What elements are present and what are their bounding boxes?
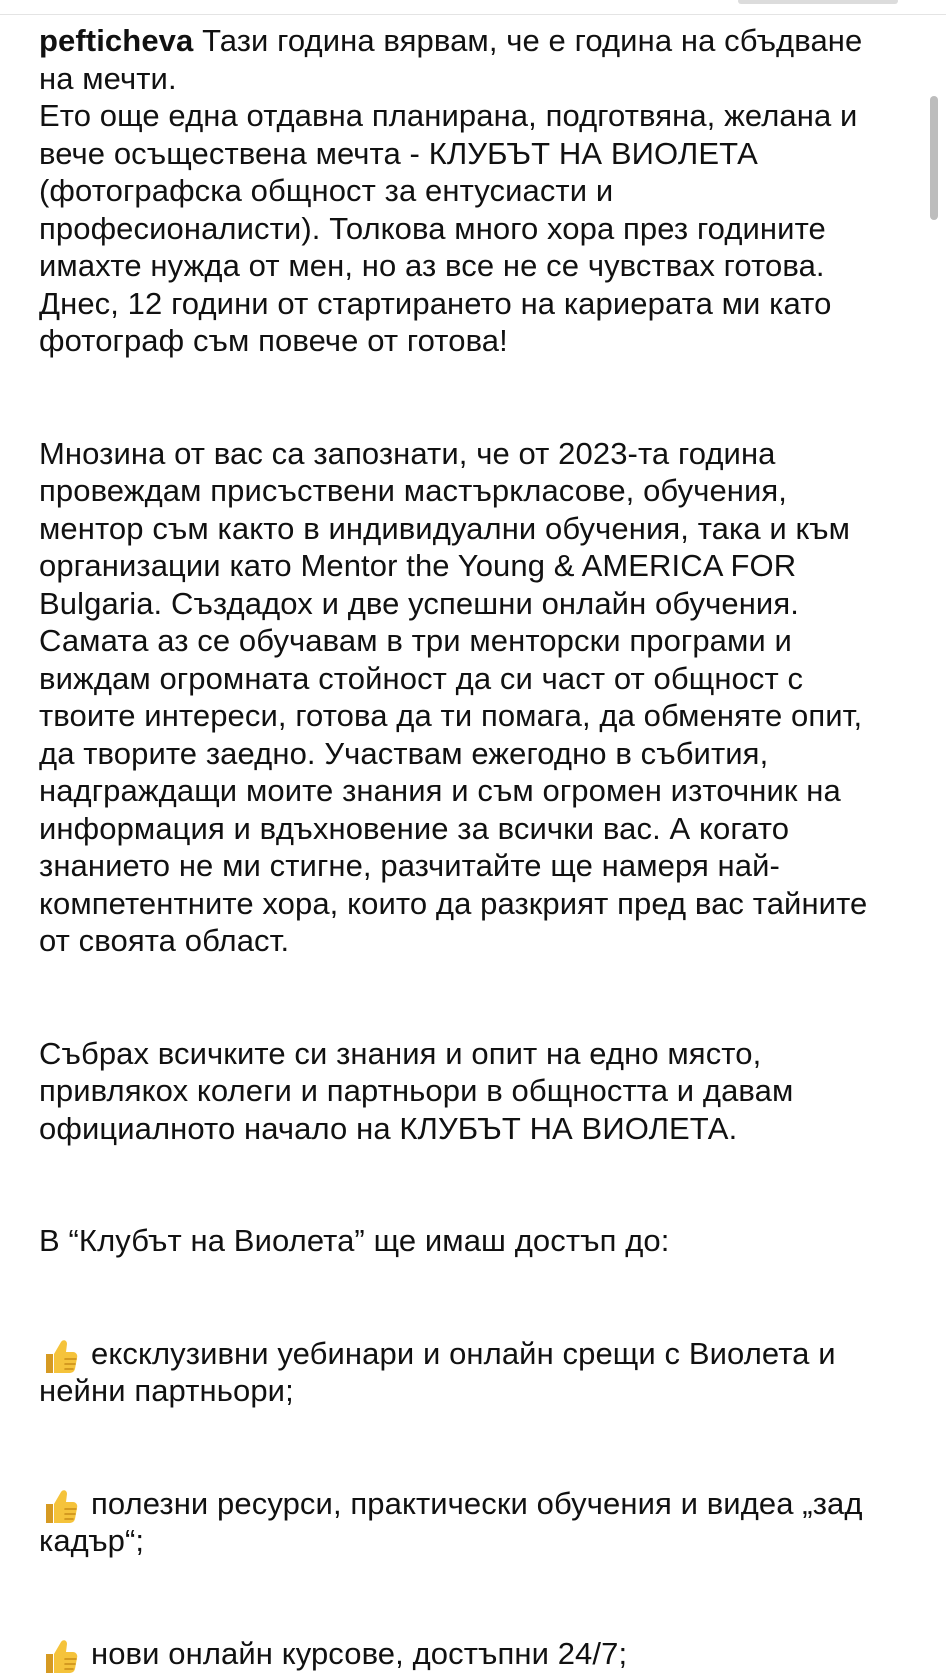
paragraph-gap — [39, 1597, 884, 1635]
caption-paragraph-1: Ето още една отдавна планирана, подготвяна, желана и вече осъществена мечта - КЛУБЪТ НА ВИОЛЕТА (фотографска общност за ентусиасти и професионалисти). Толкова много хора през годините имахте нужда от мен, но аз все не се чувствах готова. Днес, 12 години от стартирането на кариерата ми като фотограф съм повече от готова! — [39, 98, 858, 358]
caption-paragraph-2: Мнозина от вас са запознати, че от 2023-та година провеждам присъствени мастъркласове, обучения, ментор съм както в индивидуални обучения, така и към организации като Mentor the Young & AMERICA FOR Bulgaria. Създадох и две успешни онлайн обучения. Самата аз се обучавам в три менторски програми и виждам огромната стойност да си част от общност с твоите интереси, готова да ти помага, да обменяте опит, да творите заедно. Участвам ежегодно в събития, надграждащи моите знания и съм огромен източник на информация и вдъхновение за всички вас. А когато знанието не ми стигне, разчитайте ще намеря най-компетентните хора, които да разкрият пред вас тайните от своята област. — [39, 435, 868, 958]
benefit-text: ексклузивни уебинари и онлайн срещи с Виолета и нейни партньори; — [39, 1335, 836, 1408]
paragraph-gap — [39, 1410, 884, 1448]
paragraph-gap — [39, 397, 884, 435]
post-caption — [39, 22, 884, 1672]
paragraph-gap — [39, 1560, 884, 1598]
benefit-item — [39, 1635, 884, 1673]
caption-paragraph-4: В “Клубът на Виолета” ще имаш достъп до: — [39, 1223, 670, 1258]
paragraph-gap — [39, 960, 884, 998]
benefit-text: нови онлайн курсове, достъпни 24/7; — [91, 1635, 628, 1671]
thumbs-up-icon — [39, 1486, 79, 1520]
benefit-item — [39, 1335, 884, 1410]
paragraph-gap — [39, 1147, 884, 1185]
paragraph-gap — [39, 360, 884, 398]
thumbs-up-icon — [39, 1336, 79, 1370]
paragraph-gap — [39, 1260, 884, 1298]
username-link[interactable]: pefticheva — [39, 23, 194, 58]
thumbs-up-icon — [39, 1636, 79, 1670]
caption-lead-paragraph — [39, 22, 884, 97]
top-sheet-edge — [0, 0, 946, 15]
paragraph-gap — [39, 1447, 884, 1485]
paragraph-gap — [39, 997, 884, 1035]
paragraph-gap — [39, 1297, 884, 1335]
benefit-item — [39, 1485, 884, 1560]
scrollbar[interactable] — [930, 96, 938, 220]
caption-paragraph-3: Събрах всичките си знания и опит на едно място, привлякох колеги и партньори в общността и давам официалното начало на КЛУБЪТ НА ВИОЛЕТА. — [39, 1035, 794, 1146]
caption-lead-text: Тази година вярвам, че е година на сбъдване на мечти. — [39, 23, 863, 96]
benefit-text: полезни ресурси, практически обучения и видеа „зад кадър“; — [39, 1485, 863, 1558]
sheet-handle[interactable] — [738, 0, 898, 4]
paragraph-gap — [39, 1185, 884, 1223]
